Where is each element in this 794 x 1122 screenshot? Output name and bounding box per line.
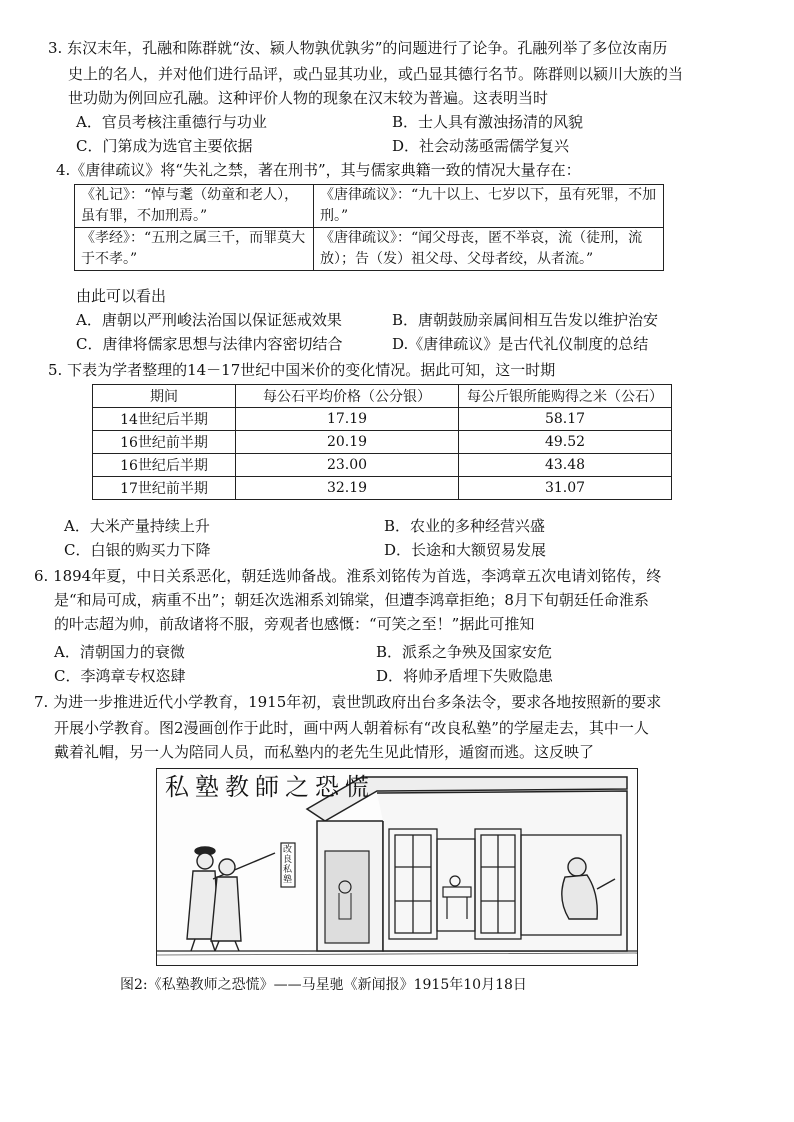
- table-row: [93, 477, 672, 500]
- q4-table: [74, 184, 664, 271]
- table-row: [75, 228, 664, 271]
- q5-option-b: B．农业的多种经营兴盛: [384, 517, 546, 535]
- q4-option-c: C．唐律将儒家思想与法律内容密切结合: [76, 335, 343, 353]
- q5-option-c: C．白银的购买力下降: [64, 541, 211, 559]
- q6-option-a: A．清朝国力的衰微: [54, 643, 185, 661]
- q5-cell: 17.19: [236, 408, 459, 431]
- q4-option-d: D.《唐律疏议》是古代礼仪制度的总结: [392, 335, 649, 353]
- q5-cell: 16世纪前半期: [93, 431, 236, 454]
- q3-option-b: B．士人具有激浊扬清的风貌: [392, 113, 584, 131]
- q7-line2: 开展小学教育。图2漫画创作于此时，画中两人朝着标有“改良私塾”的学屋走去，其中一人: [54, 719, 649, 737]
- q4-option-a: A．唐朝以严刑峻法治国以保证惩戒效果: [76, 311, 342, 329]
- q6-option-d: D．将帅矛盾埋下失败隐患: [376, 667, 554, 685]
- table-header-row: [93, 385, 672, 408]
- q4-line1: 4.《唐律疏议》将“失礼之禁，著在刑书”，其与儒家典籍一致的情况大量存在：: [56, 161, 581, 179]
- cartoon-figure: [156, 768, 638, 966]
- q6-option-b: B．派系之争殃及国家安危: [376, 643, 553, 661]
- q6-line3: 的叶志超为帅，前敌诸将不服，旁观者也感慨：“可笑之至！”据此可推知: [54, 615, 535, 633]
- q6-option-c: C．李鸿章专权恣肆: [54, 667, 186, 685]
- q7-line3: 戴着礼帽，另一人为陪同人员，而私塾内的老先生见此情形，遁窗而逃。这反映了: [54, 743, 595, 761]
- q4-cell: 《唐律疏议》：“九十以上、七岁以下，虽有死罪，不加刑。”: [314, 185, 664, 228]
- q4-after: 由此可以看出: [76, 287, 167, 305]
- q4-cell: 《唐律疏议》：“闻父母丧，匿不举哀，流（徒刑，流放）；告（发）祖父母、父母者绞，从者流。”: [314, 228, 664, 271]
- q4-cell: 《礼记》：“悼与耄（幼童和老人），虽有罪，不加刑焉。”: [75, 185, 314, 228]
- table-row: [93, 431, 672, 454]
- cartoon-title-text: 私塾教師之恐慌: [165, 773, 375, 801]
- q5-line1: 5. 下表为学者整理的14－17世纪中国米价的变化情况。据此可知，这一时期: [48, 361, 556, 379]
- q3-option-c: C．门第成为选官主要依据: [76, 137, 253, 155]
- q3-line1: 3. 东汉末年，孔融和陈群就“汝、颍人物孰优孰劣”的问题进行了论争。孔融列举了多位汝南历: [48, 39, 668, 57]
- q5-option-d: D．长途和大额贸易发展: [384, 541, 547, 559]
- q5-cell: 31.07: [459, 477, 672, 500]
- q5-table: [92, 384, 672, 500]
- q5-header: 期间: [93, 385, 236, 408]
- q6-line1: 6. 1894年夏，中日关系恶化，朝廷选帅备战。淮系刘铭传为首选，李鸿章五次电请刘铭传，终: [34, 567, 662, 585]
- q5-cell: 17世纪前半期: [93, 477, 236, 500]
- q5-option-a: A．大米产量持续上升: [64, 517, 210, 535]
- q3-line2: 史上的名人，并对他们进行品评，或凸显其功业，或凸显其德行名节。陈群则以颍川大族的当: [68, 65, 684, 83]
- cartoon-sign-text: 改良私塾: [283, 845, 293, 885]
- q3-option-d: D．社会动荡亟需儒学复兴: [392, 137, 570, 155]
- q5-cell: 20.19: [236, 431, 459, 454]
- q6-line2: 是“和局可成，病重不出”；朝廷次选湘系刘锦棠，但遭李鸿章拒绝；8月下旬朝廷任命淮系: [54, 591, 649, 609]
- q3-option-a: A．官员考核注重德行与功业: [76, 113, 267, 131]
- q7-line1: 7. 为进一步推进近代小学教育，1915年初，袁世凯政府出台多条法令，要求各地按照新的要求: [34, 693, 662, 711]
- q4-cell: 《孝经》：“五刑之属三千，而罪莫大于不孝。”: [75, 228, 314, 271]
- q5-cell: 23.00: [236, 454, 459, 477]
- q3-line3: 世功勋为例回应孔融。这种评价人物的现象在汉末较为普遍。这表明当时: [68, 89, 549, 107]
- q5-cell: 43.48: [459, 454, 672, 477]
- q5-cell: 49.52: [459, 431, 672, 454]
- figure-caption: 图2:《私塾教师之恐慌》——马星驰《新闻报》1915年10月18日: [120, 977, 527, 993]
- q5-cell: 32.19: [236, 477, 459, 500]
- q5-cell: 16世纪后半期: [93, 454, 236, 477]
- q5-header: 每公斤银所能购得之米（公石）: [459, 385, 672, 408]
- q4-option-b: B．唐朝鼓励亲属间相互告发以维护治安: [392, 311, 659, 329]
- q5-cell: 58.17: [459, 408, 672, 431]
- q5-cell: 14世纪后半期: [93, 408, 236, 431]
- table-row: [93, 454, 672, 477]
- table-row: [75, 185, 664, 228]
- q5-header: 每公石平均价格（公分银）: [236, 385, 459, 408]
- table-row: [93, 408, 672, 431]
